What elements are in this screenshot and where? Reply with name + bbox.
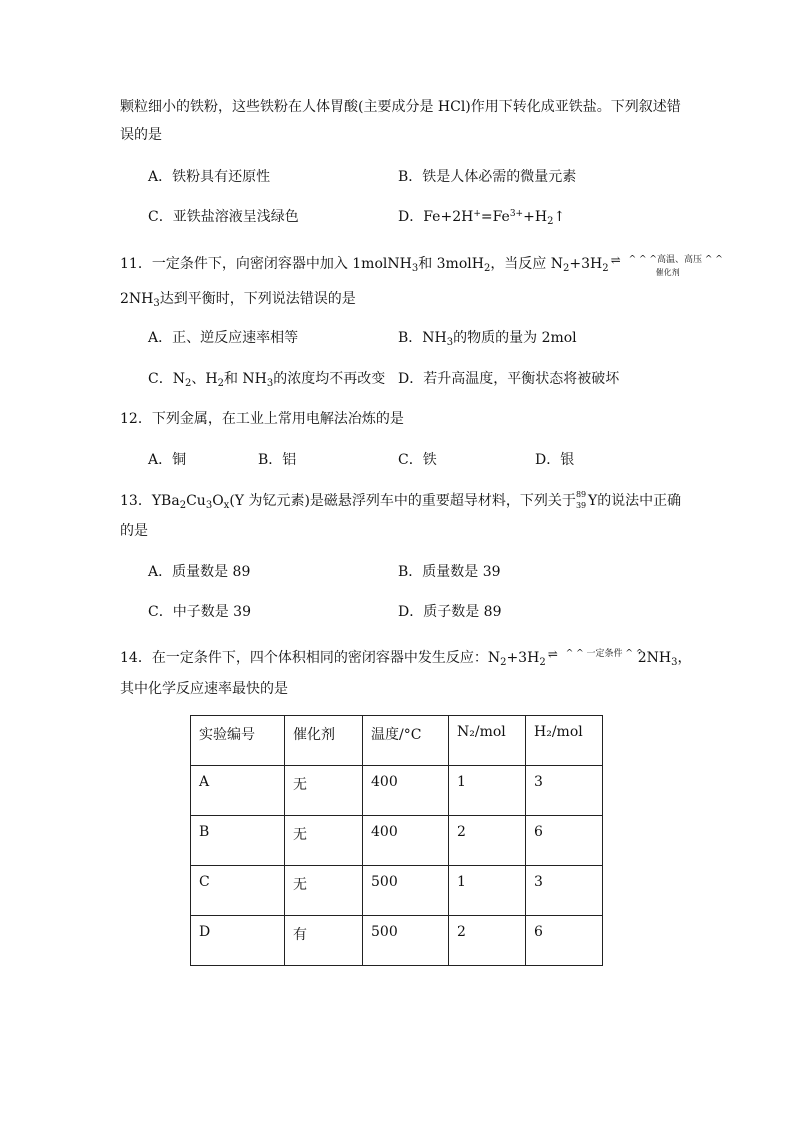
q14-stem-part: +3H — [506, 650, 540, 666]
table-cell: 有 — [285, 916, 363, 966]
q10-d-text1: D．Fe+2H — [398, 209, 474, 225]
q11-option-a: A．正、逆反应速率相等 — [148, 330, 299, 346]
q12-option-a: A．铜 — [148, 452, 187, 468]
q10-option-c: C．亚铁盐溶液呈浅绿色 — [148, 209, 299, 225]
q12-stem: 12．下列金属，在工业上常用电解法冶炼的是 — [120, 411, 404, 427]
q14-stem: 14．在一定条件下，四个体积相同的密闭容器中发生反应：$N_2+3H_2$ ⇌ ^ ^ 一定条件 ^ ^ $2NH_3$， — [120, 647, 692, 668]
q10-option-d: D．$Fe+2H^+=Fe^{3+}+H_2↑$ — [398, 209, 566, 227]
table-header-cell: 催化剂 — [285, 716, 363, 766]
experiment-table — [190, 715, 603, 966]
q13-stem-part: Cu — [186, 493, 206, 509]
table-row — [191, 866, 603, 916]
table-header-row — [191, 716, 603, 766]
q11-c-text: 和 NH — [223, 371, 267, 387]
q13-stem-line2: 的是 — [120, 523, 148, 539]
q11-option-c: C．$N_2$、$H_2$和 $NH_3$的浓度均不再改变 — [148, 371, 386, 389]
table-cell: 500 — [363, 916, 449, 966]
nuclide-atomic-number: 39 — [575, 501, 587, 510]
equilibrium-arrow-icon: ⇌ ^ ^ ^高温、高压 ^ ^ 催化剂 — [610, 253, 723, 277]
q12-option-d: D．银 — [535, 452, 575, 468]
table-cell: 3 — [526, 866, 603, 916]
table-cell: 1 — [449, 866, 526, 916]
q14-stem-part: 2NH — [637, 650, 672, 666]
q13-stem: 13．$YBa_2Cu_3O_x(Y$ 为钇元素)是磁悬浮列车中的重要超导材料，下列关于 89 39 Y的说法中正确 — [120, 490, 682, 511]
table-cell: 6 — [526, 816, 603, 866]
table-cell: 1 — [449, 766, 526, 816]
q11-stem: 11．一定条件下，向密闭容器中加入 1molNH$_3$和 3molH$_2$，当反应 $N_2+3H_2$ ⇌ ^ ^ ^高温、高压 ^ ^ 催化剂 — [120, 253, 723, 277]
nuclide-notation — [576, 492, 588, 510]
table-cell: A — [191, 766, 285, 816]
q13-stem-part: O — [212, 493, 224, 509]
q12-option-c: C．铁 — [398, 452, 437, 468]
q13-option-d: D．质子数是 89 — [398, 604, 502, 620]
nuclide-symbol: Y — [587, 493, 598, 509]
nuclide-mass: 89 — [575, 490, 587, 499]
table-cell: 2 — [449, 816, 526, 866]
q13-stem-part: 13．YBa — [120, 493, 180, 509]
q11-stem-part: +3H — [569, 256, 603, 272]
q12-option-b: B．铝 — [258, 452, 297, 468]
q14-stem-part: 14．在一定条件下，四个体积相同的密闭容器中发生反应：N — [120, 650, 501, 666]
q13-option-c: C．中子数是 39 — [148, 604, 251, 620]
q11-condition-bottom: 催化剂 — [655, 268, 680, 277]
q10-stem-line2: 误的是 — [120, 127, 162, 143]
table-row — [191, 766, 603, 816]
q13-option-a: A．质量数是 89 — [148, 564, 251, 580]
q11-option-d: D．若升高温度，平衡状态将被破坏 — [398, 371, 620, 387]
q11-c-text: 、H — [191, 371, 218, 387]
q10-d-arrow: ↑ — [553, 209, 566, 225]
table-header-cell: 温度/°C — [363, 716, 449, 766]
table-cell: 无 — [285, 866, 363, 916]
q11-option-b: B．$NH_3$的物质的量为 2mol — [398, 330, 577, 348]
q11-stem-part: 达到平衡时，下列说法错误的是 — [159, 291, 356, 307]
q10-option-b: B．铁是人体必需的微量元素 — [398, 169, 577, 185]
q11-c-text: 的浓度均不再改变 — [273, 371, 386, 387]
q10-d-text2: =Fe — [480, 209, 510, 225]
q11-b-text: 的物质的量为 2mol — [453, 330, 577, 346]
q13-stem-part: (Y 为钇元素)是磁悬浮列车中的重要超导材料，下列关于 — [229, 493, 576, 509]
q10-stem-line1: 颗粒细小的铁粉，这些铁粉在人体胃酸(主要成分是 HCl)作用下转化成亚铁盐。下列叙述错 — [120, 99, 681, 115]
table-cell: 6 — [526, 916, 603, 966]
table-cell: 无 — [285, 816, 363, 866]
equilibrium-arrow-icon: ⇌ ^ ^ 一定条件 ^ ^ — [547, 647, 644, 661]
q11-stem-part: ，当反应 N — [490, 256, 564, 272]
table-cell: 400 — [363, 816, 449, 866]
q13-option-b: B．质量数是 39 — [398, 564, 501, 580]
q11-stem-part: 11．一定条件下，向密闭容器中加入 1molNH — [120, 256, 412, 272]
table-header-cell: N₂/mol — [449, 716, 526, 766]
table-cell: 400 — [363, 766, 449, 816]
q10-option-a: A．铁粉具有还原性 — [148, 169, 271, 185]
table-cell: D — [191, 916, 285, 966]
q11-stem-part: 2NH — [120, 291, 154, 307]
q11-b-text: B．NH — [398, 330, 447, 346]
table-cell: 3 — [526, 766, 603, 816]
table-row — [191, 916, 603, 966]
table-row — [191, 816, 603, 866]
table-cell: 无 — [285, 766, 363, 816]
table-cell: 500 — [363, 866, 449, 916]
q11-stem-line2: $2NH_3$达到平衡时，下列说法错误的是 — [120, 291, 356, 309]
q14-stem-line2: 其中化学反应速率最快的是 — [120, 681, 288, 697]
table-cell: B — [191, 816, 285, 866]
q11-stem-part: 和 3molH — [418, 256, 484, 272]
q10-d-text3: +H — [523, 209, 548, 225]
q13-stem-part: 的说法中正确 — [597, 493, 682, 509]
q14-stem-part: ， — [677, 650, 692, 666]
table-header-cell: H₂/mol — [526, 716, 603, 766]
q11-condition-top: 高温、高压 — [656, 255, 702, 265]
table-cell: C — [191, 866, 285, 916]
table-cell: 2 — [449, 916, 526, 966]
table-header-cell: 实验编号 — [191, 716, 285, 766]
q11-c-text: C．N — [148, 371, 185, 387]
q14-condition-top: 一定条件 — [586, 649, 623, 659]
